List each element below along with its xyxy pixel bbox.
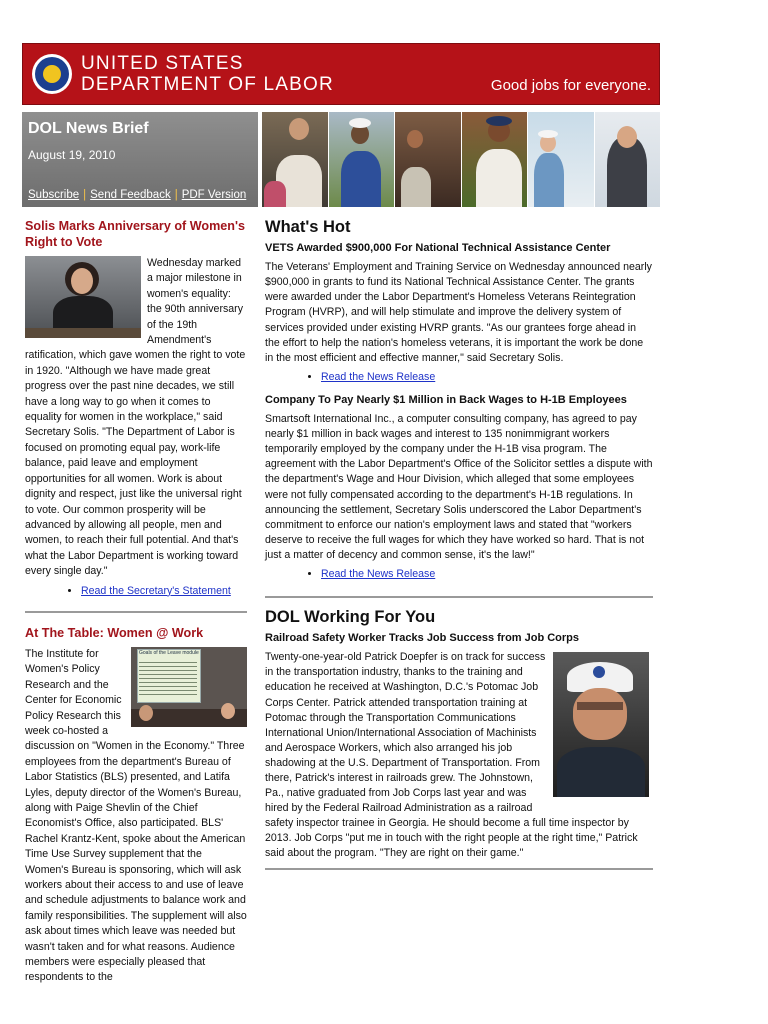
left-column (25, 218, 247, 986)
photo-worker-4 (462, 112, 528, 207)
story-table-body: The Institute for Women's Policy Research and the Center for Economic Policy Research this week co-hosted a discussion on "Women in the Economy." Three employees from the department's Bureau of Labor Statistics (BLS) presented, and Latifa Lyles, deputy director of the Women's Bureau, along with Paige Shevlin of the Chief Economist's Office, also participated. BLS' Rachel Krantz-Kent, spoke about the American Time Use Survey supplement that the Women's Bureau is sponsoring, which will ask workers about their access to and use of leave and schedule adjustments to balance work and family responsibilities. The supplement will also ask about times which leave was needed but wasn't taken and for what reasons. Audience members were especially pleased that respondents to the (25, 647, 247, 984)
photo-worker-5 (528, 112, 594, 207)
photo-patrick-doepfer (553, 652, 649, 797)
newsletter (22, 43, 660, 207)
brief-links: Subscribe | Send Feedback | PDF Version (28, 189, 247, 201)
brief-date: August 19, 2010 (28, 148, 116, 162)
story-solis-title: Solis Marks Anniversary of Women's Right to Vote (25, 219, 245, 249)
story-solis-links (25, 584, 247, 599)
story-table-title: At The Table: Women @ Work (25, 625, 204, 640)
story-railroad-title: Railroad Safety Worker Tracks Job Success from Job Corps (265, 632, 580, 645)
divider (25, 611, 247, 613)
story-railroad (265, 631, 653, 861)
story-h1b (265, 393, 653, 582)
story-h1b-body: Smartsoft International Inc., a computer consulting company, has agreed to pay nearly $1 million in back wages and interest to 135 nonimmigrant workers temporarily employed by the company under the H-1B visa program. The agreement with the Labor Department's Office of the Solicitor settles a dispute with the department's Wage and Hour Division, which alleged that some employees were not fully compensated according to the department's H-1B regulations. In announcing the settlement, Secretary Solis underscored the Labor Department's commitment to enforce our nation's employment laws and stated that "workers deserve to receive the full wages for which they have worked so hard. That is not just a matter of decency and common sense, it's the law!" (265, 413, 653, 561)
story-vets (265, 241, 653, 385)
pdf-version-link[interactable]: PDF Version (181, 189, 247, 201)
photo-worker-3 (395, 112, 461, 207)
h1b-news-release-link[interactable]: Read the News Release (321, 567, 436, 580)
photo-secretary-solis (25, 256, 141, 338)
whats-hot-heading: What's Hot (265, 218, 351, 236)
agency-name: UNITED STATES DEPARTMENT OF LABOR (81, 53, 334, 95)
photo-worker-6 (595, 112, 661, 207)
photo-worker-1 (262, 112, 328, 207)
brief-title: DOL News Brief (28, 120, 149, 137)
right-column (265, 218, 653, 882)
photo-worker-2 (329, 112, 395, 207)
worker-photo-collage (262, 112, 660, 207)
news-brief-box (22, 112, 258, 207)
vets-news-release-link[interactable]: Read the News Release (321, 370, 436, 383)
story-railroad-body: Twenty-one-year-old Patrick Doepfer is on track for success in the transportation industry, thanks to the training and education he received at Washington, D.C.'s Potomac Job Corps Center. Patrick attended transportation training at Potomac through the Transportation Communications International Union/International Association of Machinists and Aerospace Workers, which also arranged his job shadowing at the U.S. Department of Transportation. From there, Patrick's interest in railroads grew. The Johnstown, Pa., native graduated from Job Corps last year and was hired by the Federal Railroad Administration as a railroad safety inspector trainee in Georgia. He should become a full time inspector by 2013. Job Corps "put me in touch with the right people at the right time," Patrick said about the program. "They are right on their game." (265, 651, 638, 860)
divider (265, 868, 653, 870)
story-solis (25, 256, 247, 599)
dol-banner (22, 43, 660, 105)
send-feedback-link[interactable]: Send Feedback (90, 189, 171, 201)
story-vets-title: VETS Awarded $900,000 For National Technical Assistance Center (265, 242, 611, 255)
photo-panel-discussion (131, 647, 247, 727)
story-vets-body: The Veterans' Employment and Training Service on Wednesday announced nearly $900,000 in grants to fund its National Technical Assistance Center. The grants were awarded under the Labor Department's Homeless Veterans Reintegration Program (HVRP), and will help stimulate and improve the delivery system of services provided under existing HVRP grants. "As our grantees forge ahead in the effort to help the nation's homeless veterans, it is important the work be done in the most efficient and effective manner," said Secretary Solis. (265, 261, 652, 364)
secretary-statement-link[interactable]: Read the Secretary's Statement (81, 584, 231, 597)
story-h1b-links (265, 567, 653, 582)
story-h1b-title: Company To Pay Nearly $1 Million in Back Wages to H-1B Employees (265, 393, 627, 406)
list-item (81, 584, 247, 599)
story-solis-body: Wednesday marked a major milestone in women's equality: the 90th anniversary of the 19th Amendment's ratification, which gave women the right to vote in 1920. "Although we have made great progress over the past nine decades, we still have a long way to go when it comes to equality for women in the workplace," said Secretary Solis. "The Department of Labor is focused on promoting equal pay, work-life balance, paid leave and employment opportunities for all women. Work is about dignity and respect, just like the universal right to vote. Our common prosperity will be advanced by allowing all people, men and women, to reach their full potential. And that's what the Labor Department is working toward every single day." (25, 257, 246, 578)
header-strip (22, 112, 660, 207)
story-vets-links (265, 370, 653, 385)
list-item (321, 370, 653, 385)
dol-working-heading: DOL Working For You (265, 608, 436, 627)
divider (265, 596, 653, 598)
slide-title: Goals of the Leave module (139, 649, 199, 656)
subscribe-link[interactable]: Subscribe (28, 189, 80, 201)
story-table (25, 647, 247, 986)
list-item (321, 567, 653, 582)
tagline: Good jobs for everyone. (490, 77, 651, 94)
dol-seal-icon (32, 54, 72, 94)
